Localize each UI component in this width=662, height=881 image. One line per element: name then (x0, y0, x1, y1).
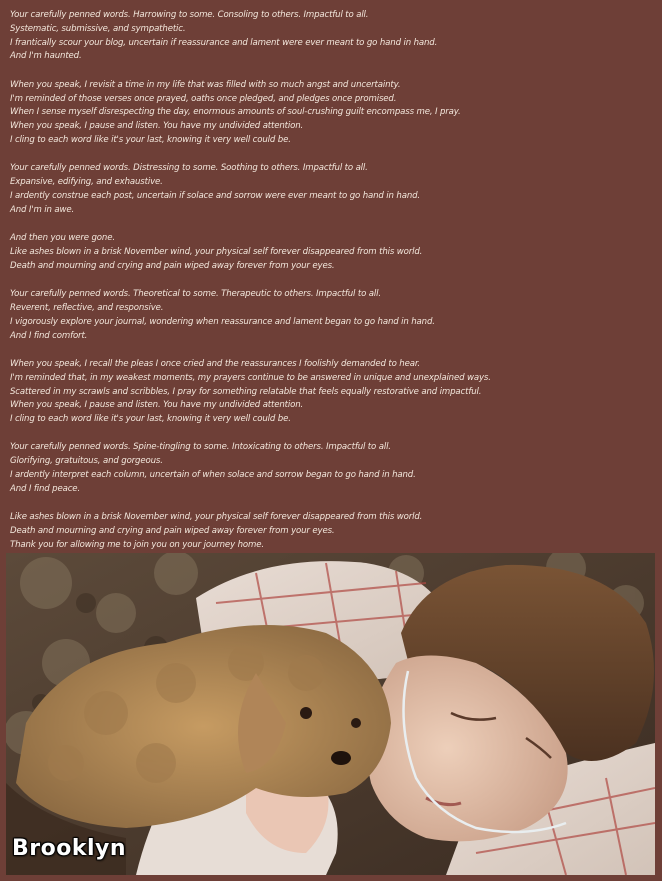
poem-line: I ardently interpret each column, uncertain of when solace and sorrow began to go hand in hand. (10, 470, 416, 481)
stanza-gap (10, 148, 655, 163)
poem-line: And I'm haunted. (10, 51, 82, 62)
poem-line: Expansive, edifying, and exhaustive. (10, 177, 163, 188)
poem-line: Death and mourning and crying and pain wiped away forever from your eyes. (10, 526, 335, 537)
poem-line: When you speak, I pause and listen. You have my undivided attention. (10, 400, 304, 411)
stanza-gap (10, 343, 655, 358)
stanza-gap (10, 274, 655, 289)
poem-line: Scattered in my scrawls and scribbles, I pray for something relatable that feels equally restorative and impactful. (10, 386, 482, 397)
poem-line: Reverent, reflective, and responsive. (10, 302, 164, 313)
poem-line: Glorifying, gratuitous, and gorgeous. (10, 456, 163, 467)
stanza-gap (10, 497, 655, 512)
poem-line: Death and mourning and crying and pain wiped away forever from your eyes. (10, 260, 335, 271)
poem-line: Your carefully penned words. Harrowing to some. Consoling to others. Impactful to all. (10, 10, 369, 20)
poem-line: Like ashes blown in a brisk November wind, your physical self forever disappeared from this world. (10, 512, 423, 523)
poem-line: I vigorously explore your journal, wondering when reassurance and lament began to go hand in hand. (10, 316, 435, 327)
poem-line: When you speak, I recall the pleas I once cried and the reassurances I foolishly demanded to hear. (10, 358, 421, 369)
poem-line: And I find comfort. (10, 330, 88, 341)
poem-line: And I find peace. (10, 483, 81, 494)
poem-line: I cling to each word like it's your last, knowing it very well could be. (10, 134, 291, 145)
poem-text (10, 9, 655, 553)
poem-line: Thank you for allowing me to join you on your journey home. (10, 539, 264, 550)
poem-line: I ardently construe each post, uncertain if solace and sorrow were ever meant to go hand in hand. (10, 190, 420, 201)
poem-line: Your carefully penned words. Spine-tingling to some. Intoxicating to others. Impactful to all. (10, 442, 391, 453)
poem-line: Your carefully penned words. Distressing to some. Soothing to others. Impactful to all. (10, 163, 368, 174)
stanza-gap (10, 218, 655, 233)
poem-line: When you speak, I pause and listen. You have my undivided attention. (10, 121, 304, 132)
poem-line: I'm reminded of those verses once prayed, oaths once pledged, and pledges once promised. (10, 93, 397, 104)
poem-line: Your carefully penned words. Theoretical to some. Therapeutic to others. Impactful to all. (10, 289, 381, 300)
poem-line: And I'm in awe. (10, 204, 75, 215)
poem-line: And then you were gone. (10, 233, 115, 244)
poem-line: I frantically scour your blog, uncertain if reassurance and lament were ever meant to go hand in hand. (10, 37, 438, 48)
poem-line: I cling to each word like it's your last, knowing it very well could be. (10, 414, 291, 425)
poem-line: When you speak, I revisit a time in my life that was filled with so much angst and uncertainty. (10, 79, 401, 90)
poem-line: When I sense myself disrespecting the day, enormous amounts of soul-crushing guilt encompass me, I pray. (10, 107, 461, 118)
photo-caption: Brooklyn (12, 836, 127, 861)
stanza-gap (10, 64, 655, 79)
poem-line: I'm reminded that, in my weakest moments, my prayers continue to be answered in unique and unexplained ways. (10, 372, 491, 383)
stanza-gap (10, 427, 655, 442)
poem-line: Like ashes blown in a brisk November wind, your physical self forever disappeared from this world. (10, 246, 423, 257)
poem-line: Systematic, submissive, and sympathetic. (10, 23, 186, 34)
photo-boy-with-puppy (6, 553, 655, 875)
